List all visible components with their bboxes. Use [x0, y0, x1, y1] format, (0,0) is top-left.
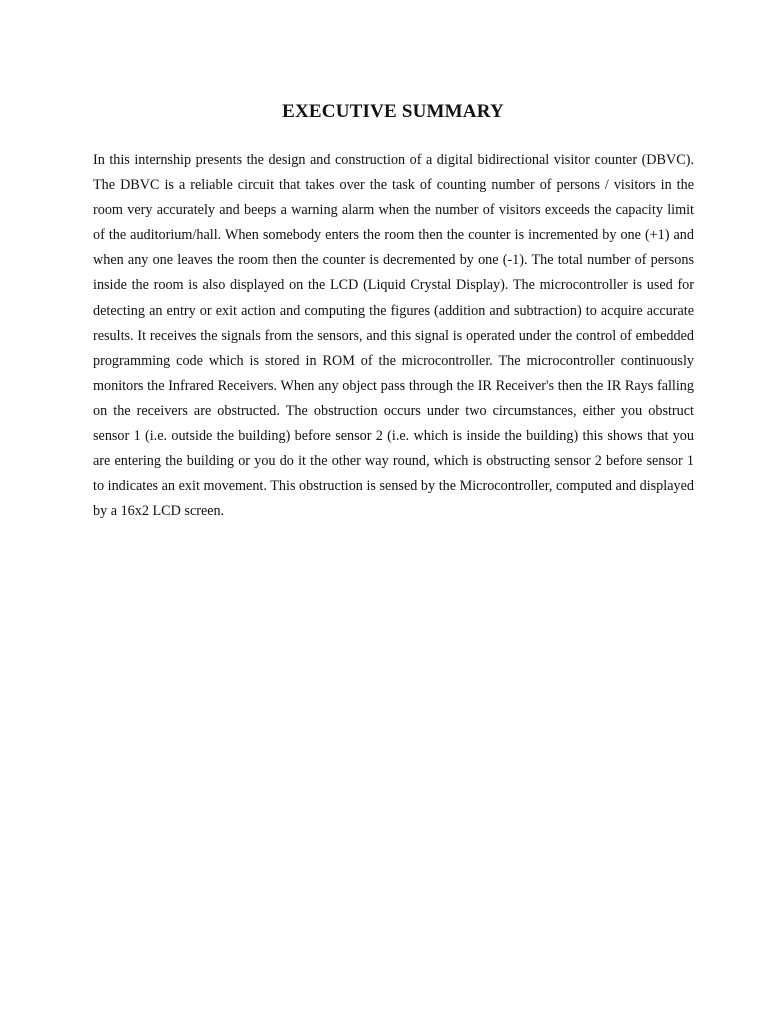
page-title: EXECUTIVE SUMMARY	[282, 101, 504, 122]
summary-paragraph: In this internship presents the design and construction of a digital bidirectional visitor counter (DBVC). The DBVC is a reliable circuit that takes over the task of counting number of persons / visitors in the room very accurately and beeps a warning alarm when the number of visitors exceeds the capacity limit of the auditorium/hall. When somebody enters the room then the counter is incremented by one (+1) and when any one leaves the room then the counter is decremented by one (-1). The total number of persons inside the room is also displayed on the LCD (Liquid Crystal Display). The microcontroller is used for detecting an entry or exit action and computing the figures (addition and subtraction) to acquire accurate results. It receives the signals from the sensors, and this signal is operated under the control of embedded programming code which is stored in ROM of the microcontroller. The microcontroller continuously monitors the Infrared Receivers. When any object pass through the IR Receiver's then the IR Rays falling on the receivers are obstructed. The obstruction occurs under two circumstances, either you obstruct sensor 1 (i.e. outside the building) before sensor 2 (i.e. which is inside the building) this shows that you are entering the building or you do it the other way round, which is obstructing sensor 2 before sensor 1 to indicates an exit movement. This obstruction is sensed by the Microcontroller, computed and displayed by a 16x2 LCD screen.	[93, 152, 694, 520]
